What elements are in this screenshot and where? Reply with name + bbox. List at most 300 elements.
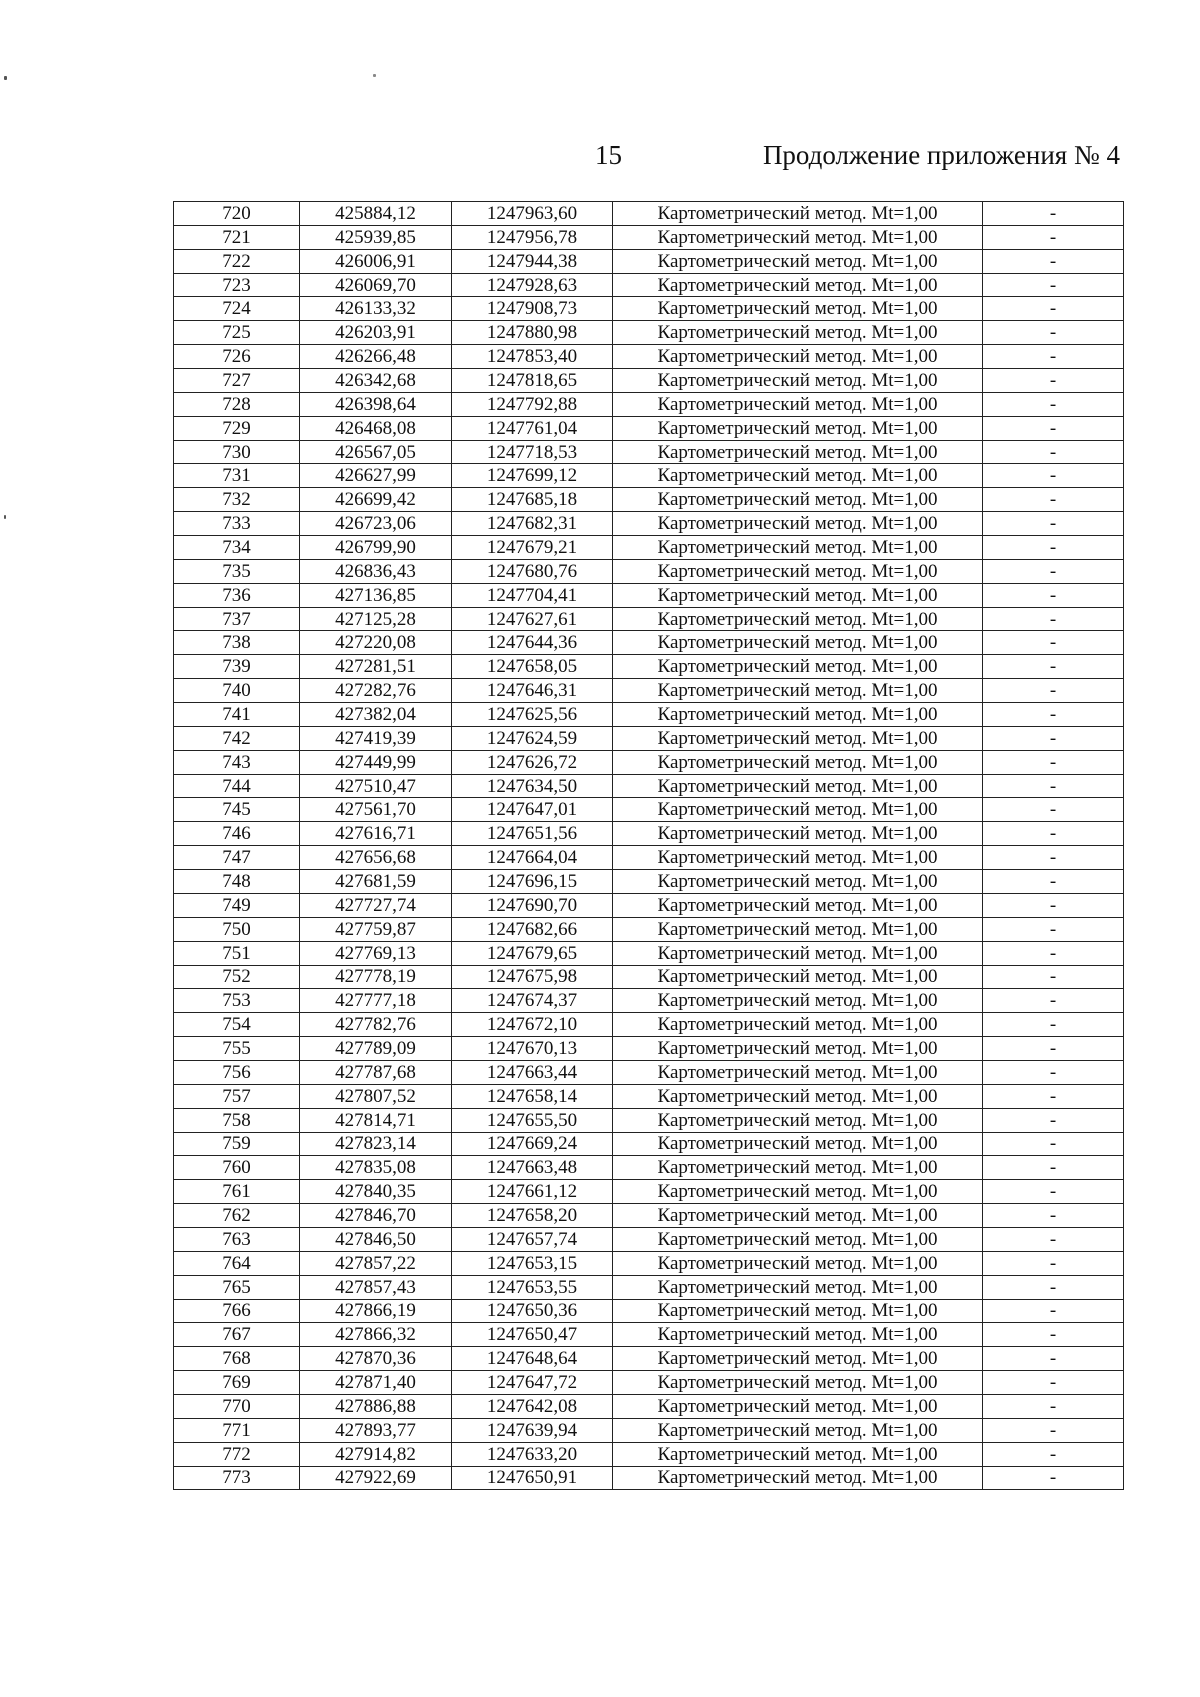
x-coordinate-cell: 427777,18 — [300, 989, 452, 1013]
point-number-cell: 738 — [174, 631, 300, 655]
x-coordinate-cell: 426468,08 — [300, 416, 452, 440]
y-coordinate-cell: 1247956,78 — [452, 225, 613, 249]
note-cell: - — [983, 1394, 1124, 1418]
x-coordinate-cell: 427136,85 — [300, 583, 452, 607]
point-number-cell: 736 — [174, 583, 300, 607]
y-coordinate-cell: 1247672,10 — [452, 1013, 613, 1037]
y-coordinate-cell: 1247661,12 — [452, 1180, 613, 1204]
table-row — [174, 1466, 1124, 1490]
note-cell: - — [983, 1299, 1124, 1323]
method-cell: Картометрический метод. Mt=1,00 — [613, 607, 983, 631]
point-number-cell: 748 — [174, 870, 300, 894]
method-cell: Картометрический метод. Mt=1,00 — [613, 488, 983, 512]
point-number-cell: 737 — [174, 607, 300, 631]
note-cell: - — [983, 798, 1124, 822]
table-row — [174, 893, 1124, 917]
method-cell: Картометрический метод. Mt=1,00 — [613, 297, 983, 321]
note-cell: - — [983, 536, 1124, 560]
x-coordinate-cell: 426627,99 — [300, 464, 452, 488]
x-coordinate-cell: 427782,76 — [300, 1013, 452, 1037]
note-cell: - — [983, 822, 1124, 846]
method-cell: Картометрический метод. Mt=1,00 — [613, 1060, 983, 1084]
table-row — [174, 631, 1124, 655]
point-number-cell: 763 — [174, 1227, 300, 1251]
x-coordinate-cell: 427814,71 — [300, 1108, 452, 1132]
x-coordinate-cell: 426006,91 — [300, 249, 452, 273]
x-coordinate-cell: 427382,04 — [300, 703, 452, 727]
table-row — [174, 536, 1124, 560]
point-number-cell: 743 — [174, 750, 300, 774]
x-coordinate-cell: 425939,85 — [300, 225, 452, 249]
x-coordinate-cell: 427561,70 — [300, 798, 452, 822]
x-coordinate-cell: 427778,19 — [300, 965, 452, 989]
table-row — [174, 1347, 1124, 1371]
x-coordinate-cell: 427616,71 — [300, 822, 452, 846]
y-coordinate-cell: 1247670,13 — [452, 1037, 613, 1061]
scan-speck — [4, 515, 6, 519]
point-number-cell: 745 — [174, 798, 300, 822]
y-coordinate-cell: 1247651,56 — [452, 822, 613, 846]
method-cell: Картометрический метод. Mt=1,00 — [613, 1204, 983, 1228]
y-coordinate-cell: 1247650,36 — [452, 1299, 613, 1323]
y-coordinate-cell: 1247626,72 — [452, 750, 613, 774]
y-coordinate-cell: 1247718,53 — [452, 440, 613, 464]
y-coordinate-cell: 1247699,12 — [452, 464, 613, 488]
y-coordinate-cell: 1247761,04 — [452, 416, 613, 440]
x-coordinate-cell: 427759,87 — [300, 917, 452, 941]
x-coordinate-cell: 427807,52 — [300, 1084, 452, 1108]
table-row — [174, 1060, 1124, 1084]
y-coordinate-cell: 1247818,65 — [452, 369, 613, 393]
point-number-cell: 739 — [174, 655, 300, 679]
point-number-cell: 770 — [174, 1394, 300, 1418]
note-cell: - — [983, 1204, 1124, 1228]
table-row — [174, 1227, 1124, 1251]
point-number-cell: 721 — [174, 225, 300, 249]
x-coordinate-cell: 427846,70 — [300, 1204, 452, 1228]
x-coordinate-cell: 426699,42 — [300, 488, 452, 512]
note-cell: - — [983, 440, 1124, 464]
table-row — [174, 1299, 1124, 1323]
x-coordinate-cell: 426133,32 — [300, 297, 452, 321]
point-number-cell: 720 — [174, 202, 300, 226]
table-row — [174, 273, 1124, 297]
table-row — [174, 512, 1124, 536]
x-coordinate-cell: 427823,14 — [300, 1132, 452, 1156]
note-cell: - — [983, 273, 1124, 297]
point-number-cell: 730 — [174, 440, 300, 464]
note-cell: - — [983, 1227, 1124, 1251]
method-cell: Картометрический метод. Mt=1,00 — [613, 1347, 983, 1371]
note-cell: - — [983, 202, 1124, 226]
note-cell: - — [983, 846, 1124, 870]
method-cell: Картометрический метод. Mt=1,00 — [613, 369, 983, 393]
point-number-cell: 769 — [174, 1371, 300, 1395]
coordinates-table-body — [174, 202, 1124, 1490]
point-number-cell: 729 — [174, 416, 300, 440]
y-coordinate-cell: 1247963,60 — [452, 202, 613, 226]
method-cell: Картометрический метод. Mt=1,00 — [613, 989, 983, 1013]
y-coordinate-cell: 1247685,18 — [452, 488, 613, 512]
x-coordinate-cell: 427893,77 — [300, 1418, 452, 1442]
x-coordinate-cell: 426398,64 — [300, 392, 452, 416]
method-cell: Картометрический метод. Mt=1,00 — [613, 1466, 983, 1490]
scan-speck — [4, 76, 7, 80]
table-row — [174, 1323, 1124, 1347]
table-row — [174, 798, 1124, 822]
note-cell: - — [983, 559, 1124, 583]
x-coordinate-cell: 426836,43 — [300, 559, 452, 583]
table-row — [174, 1156, 1124, 1180]
y-coordinate-cell: 1247696,15 — [452, 870, 613, 894]
y-coordinate-cell: 1247657,74 — [452, 1227, 613, 1251]
note-cell: - — [983, 249, 1124, 273]
x-coordinate-cell: 427789,09 — [300, 1037, 452, 1061]
method-cell: Картометрический метод. Mt=1,00 — [613, 1323, 983, 1347]
note-cell: - — [983, 321, 1124, 345]
y-coordinate-cell: 1247642,08 — [452, 1394, 613, 1418]
x-coordinate-cell: 425884,12 — [300, 202, 452, 226]
point-number-cell: 761 — [174, 1180, 300, 1204]
x-coordinate-cell: 427866,19 — [300, 1299, 452, 1323]
coordinates-table — [173, 201, 1124, 1490]
page-caption: Продолжение приложения № 4 — [762, 140, 1120, 170]
note-cell: - — [983, 1037, 1124, 1061]
table-row — [174, 1108, 1124, 1132]
method-cell: Картометрический метод. Mt=1,00 — [613, 392, 983, 416]
x-coordinate-cell: 427840,35 — [300, 1180, 452, 1204]
y-coordinate-cell: 1247669,24 — [452, 1132, 613, 1156]
y-coordinate-cell: 1247653,15 — [452, 1251, 613, 1275]
point-number-cell: 765 — [174, 1275, 300, 1299]
method-cell: Картометрический метод. Mt=1,00 — [613, 1180, 983, 1204]
x-coordinate-cell: 427914,82 — [300, 1442, 452, 1466]
point-number-cell: 759 — [174, 1132, 300, 1156]
y-coordinate-cell: 1247853,40 — [452, 345, 613, 369]
point-number-cell: 768 — [174, 1347, 300, 1371]
method-cell: Картометрический метод. Mt=1,00 — [613, 1418, 983, 1442]
x-coordinate-cell: 427220,08 — [300, 631, 452, 655]
note-cell: - — [983, 464, 1124, 488]
note-cell: - — [983, 726, 1124, 750]
method-cell: Картометрический метод. Mt=1,00 — [613, 512, 983, 536]
point-number-cell: 734 — [174, 536, 300, 560]
x-coordinate-cell: 427727,74 — [300, 893, 452, 917]
y-coordinate-cell: 1247633,20 — [452, 1442, 613, 1466]
point-number-cell: 751 — [174, 941, 300, 965]
point-number-cell: 772 — [174, 1442, 300, 1466]
x-coordinate-cell: 427870,36 — [300, 1347, 452, 1371]
table-row — [174, 297, 1124, 321]
scan-speck — [373, 74, 376, 77]
x-coordinate-cell: 427125,28 — [300, 607, 452, 631]
x-coordinate-cell: 427787,68 — [300, 1060, 452, 1084]
method-cell: Картометрический метод. Mt=1,00 — [613, 1013, 983, 1037]
y-coordinate-cell: 1247646,31 — [452, 679, 613, 703]
note-cell: - — [983, 607, 1124, 631]
method-cell: Картометрический метод. Mt=1,00 — [613, 703, 983, 727]
y-coordinate-cell: 1247644,36 — [452, 631, 613, 655]
y-coordinate-cell: 1247704,41 — [452, 583, 613, 607]
point-number-cell: 731 — [174, 464, 300, 488]
note-cell: - — [983, 1156, 1124, 1180]
x-coordinate-cell: 427866,32 — [300, 1323, 452, 1347]
table-row — [174, 1275, 1124, 1299]
note-cell: - — [983, 1132, 1124, 1156]
table-row — [174, 1013, 1124, 1037]
note-cell: - — [983, 1084, 1124, 1108]
note-cell: - — [983, 225, 1124, 249]
method-cell: Картометрический метод. Mt=1,00 — [613, 1037, 983, 1061]
table-row — [174, 440, 1124, 464]
method-cell: Картометрический метод. Mt=1,00 — [613, 1275, 983, 1299]
point-number-cell: 749 — [174, 893, 300, 917]
y-coordinate-cell: 1247647,01 — [452, 798, 613, 822]
method-cell: Картометрический метод. Mt=1,00 — [613, 345, 983, 369]
point-number-cell: 755 — [174, 1037, 300, 1061]
note-cell: - — [983, 1251, 1124, 1275]
method-cell: Картометрический метод. Mt=1,00 — [613, 1371, 983, 1395]
method-cell: Картометрический метод. Mt=1,00 — [613, 726, 983, 750]
point-number-cell: 741 — [174, 703, 300, 727]
y-coordinate-cell: 1247690,70 — [452, 893, 613, 917]
point-number-cell: 747 — [174, 846, 300, 870]
note-cell: - — [983, 965, 1124, 989]
method-cell: Картометрический метод. Mt=1,00 — [613, 1227, 983, 1251]
table-row — [174, 703, 1124, 727]
note-cell: - — [983, 1108, 1124, 1132]
method-cell: Картометрический метод. Mt=1,00 — [613, 440, 983, 464]
point-number-cell: 732 — [174, 488, 300, 512]
point-number-cell: 725 — [174, 321, 300, 345]
x-coordinate-cell: 426723,06 — [300, 512, 452, 536]
point-number-cell: 727 — [174, 369, 300, 393]
table-row — [174, 1084, 1124, 1108]
table-row — [174, 607, 1124, 631]
x-coordinate-cell: 427835,08 — [300, 1156, 452, 1180]
point-number-cell: 724 — [174, 297, 300, 321]
note-cell: - — [983, 345, 1124, 369]
method-cell: Картометрический метод. Mt=1,00 — [613, 655, 983, 679]
table-row — [174, 559, 1124, 583]
method-cell: Картометрический метод. Mt=1,00 — [613, 416, 983, 440]
table-row — [174, 1037, 1124, 1061]
note-cell: - — [983, 416, 1124, 440]
point-number-cell: 735 — [174, 559, 300, 583]
y-coordinate-cell: 1247675,98 — [452, 965, 613, 989]
method-cell: Картометрический метод. Mt=1,00 — [613, 249, 983, 273]
y-coordinate-cell: 1247908,73 — [452, 297, 613, 321]
y-coordinate-cell: 1247664,04 — [452, 846, 613, 870]
x-coordinate-cell: 427846,50 — [300, 1227, 452, 1251]
table-row — [174, 941, 1124, 965]
y-coordinate-cell: 1247663,48 — [452, 1156, 613, 1180]
table-row — [174, 202, 1124, 226]
method-cell: Картометрический метод. Mt=1,00 — [613, 464, 983, 488]
note-cell: - — [983, 1060, 1124, 1084]
table-row — [174, 1418, 1124, 1442]
x-coordinate-cell: 427857,43 — [300, 1275, 452, 1299]
y-coordinate-cell: 1247650,91 — [452, 1466, 613, 1490]
table-row — [174, 1132, 1124, 1156]
x-coordinate-cell: 426567,05 — [300, 440, 452, 464]
point-number-cell: 766 — [174, 1299, 300, 1323]
method-cell: Картометрический метод. Mt=1,00 — [613, 917, 983, 941]
table-row — [174, 655, 1124, 679]
method-cell: Картометрический метод. Mt=1,00 — [613, 750, 983, 774]
table-row — [174, 392, 1124, 416]
note-cell: - — [983, 583, 1124, 607]
table-row — [174, 1442, 1124, 1466]
y-coordinate-cell: 1247944,38 — [452, 249, 613, 273]
x-coordinate-cell: 427281,51 — [300, 655, 452, 679]
y-coordinate-cell: 1247880,98 — [452, 321, 613, 345]
point-number-cell: 771 — [174, 1418, 300, 1442]
note-cell: - — [983, 392, 1124, 416]
note-cell: - — [983, 369, 1124, 393]
table-row — [174, 989, 1124, 1013]
note-cell: - — [983, 870, 1124, 894]
point-number-cell: 762 — [174, 1204, 300, 1228]
method-cell: Картометрический метод. Mt=1,00 — [613, 893, 983, 917]
note-cell: - — [983, 1013, 1124, 1037]
x-coordinate-cell: 426069,70 — [300, 273, 452, 297]
note-cell: - — [983, 917, 1124, 941]
method-cell: Картометрический метод. Mt=1,00 — [613, 1132, 983, 1156]
y-coordinate-cell: 1247624,59 — [452, 726, 613, 750]
method-cell: Картометрический метод. Mt=1,00 — [613, 225, 983, 249]
table-row — [174, 750, 1124, 774]
y-coordinate-cell: 1247658,20 — [452, 1204, 613, 1228]
y-coordinate-cell: 1247680,76 — [452, 559, 613, 583]
x-coordinate-cell: 426203,91 — [300, 321, 452, 345]
x-coordinate-cell: 427656,68 — [300, 846, 452, 870]
note-cell: - — [983, 1371, 1124, 1395]
method-cell: Картометрический метод. Mt=1,00 — [613, 941, 983, 965]
method-cell: Картометрический метод. Mt=1,00 — [613, 822, 983, 846]
point-number-cell: 722 — [174, 249, 300, 273]
point-number-cell: 767 — [174, 1323, 300, 1347]
method-cell: Картометрический метод. Mt=1,00 — [613, 1108, 983, 1132]
method-cell: Картометрический метод. Mt=1,00 — [613, 321, 983, 345]
note-cell: - — [983, 1180, 1124, 1204]
note-cell: - — [983, 488, 1124, 512]
method-cell: Картометрический метод. Mt=1,00 — [613, 965, 983, 989]
table-row — [174, 822, 1124, 846]
point-number-cell: 757 — [174, 1084, 300, 1108]
table-row — [174, 774, 1124, 798]
x-coordinate-cell: 426799,90 — [300, 536, 452, 560]
y-coordinate-cell: 1247655,50 — [452, 1108, 613, 1132]
point-number-cell: 760 — [174, 1156, 300, 1180]
point-number-cell: 753 — [174, 989, 300, 1013]
y-coordinate-cell: 1247653,55 — [452, 1275, 613, 1299]
method-cell: Картометрический метод. Mt=1,00 — [613, 559, 983, 583]
x-coordinate-cell: 427886,88 — [300, 1394, 452, 1418]
x-coordinate-cell: 427282,76 — [300, 679, 452, 703]
table-row — [174, 321, 1124, 345]
method-cell: Картометрический метод. Mt=1,00 — [613, 1299, 983, 1323]
note-cell: - — [983, 1347, 1124, 1371]
y-coordinate-cell: 1247679,65 — [452, 941, 613, 965]
x-coordinate-cell: 426266,48 — [300, 345, 452, 369]
table-row — [174, 488, 1124, 512]
method-cell: Картометрический метод. Mt=1,00 — [613, 846, 983, 870]
method-cell: Картометрический метод. Mt=1,00 — [613, 273, 983, 297]
table-row — [174, 917, 1124, 941]
method-cell: Картометрический метод. Mt=1,00 — [613, 679, 983, 703]
point-number-cell: 758 — [174, 1108, 300, 1132]
method-cell: Картометрический метод. Mt=1,00 — [613, 1251, 983, 1275]
note-cell: - — [983, 774, 1124, 798]
x-coordinate-cell: 427510,47 — [300, 774, 452, 798]
method-cell: Картометрический метод. Mt=1,00 — [613, 1442, 983, 1466]
note-cell: - — [983, 989, 1124, 1013]
table-row — [174, 225, 1124, 249]
table-row — [174, 1251, 1124, 1275]
note-cell: - — [983, 893, 1124, 917]
point-number-cell: 726 — [174, 345, 300, 369]
point-number-cell: 723 — [174, 273, 300, 297]
y-coordinate-cell: 1247682,66 — [452, 917, 613, 941]
point-number-cell: 764 — [174, 1251, 300, 1275]
table-row — [174, 1180, 1124, 1204]
note-cell: - — [983, 750, 1124, 774]
method-cell: Картометрический метод. Mt=1,00 — [613, 583, 983, 607]
point-number-cell: 750 — [174, 917, 300, 941]
x-coordinate-cell: 427769,13 — [300, 941, 452, 965]
method-cell: Картометрический метод. Mt=1,00 — [613, 1156, 983, 1180]
method-cell: Картометрический метод. Mt=1,00 — [613, 1394, 983, 1418]
x-coordinate-cell: 427419,39 — [300, 726, 452, 750]
note-cell: - — [983, 1418, 1124, 1442]
point-number-cell: 752 — [174, 965, 300, 989]
table-row — [174, 416, 1124, 440]
page-number: 15 — [595, 140, 622, 170]
table-row — [174, 1371, 1124, 1395]
point-number-cell: 742 — [174, 726, 300, 750]
x-coordinate-cell: 427449,99 — [300, 750, 452, 774]
note-cell: - — [983, 297, 1124, 321]
y-coordinate-cell: 1247648,64 — [452, 1347, 613, 1371]
y-coordinate-cell: 1247625,56 — [452, 703, 613, 727]
point-number-cell: 733 — [174, 512, 300, 536]
table-row — [174, 965, 1124, 989]
note-cell: - — [983, 655, 1124, 679]
method-cell: Картометрический метод. Mt=1,00 — [613, 202, 983, 226]
note-cell: - — [983, 1275, 1124, 1299]
note-cell: - — [983, 1323, 1124, 1347]
note-cell: - — [983, 1442, 1124, 1466]
y-coordinate-cell: 1247658,14 — [452, 1084, 613, 1108]
x-coordinate-cell: 427681,59 — [300, 870, 452, 894]
table-row — [174, 249, 1124, 273]
x-coordinate-cell: 426342,68 — [300, 369, 452, 393]
table-row — [174, 726, 1124, 750]
table-row — [174, 345, 1124, 369]
y-coordinate-cell: 1247663,44 — [452, 1060, 613, 1084]
method-cell: Картометрический метод. Mt=1,00 — [613, 631, 983, 655]
note-cell: - — [983, 703, 1124, 727]
y-coordinate-cell: 1247792,88 — [452, 392, 613, 416]
point-number-cell: 744 — [174, 774, 300, 798]
note-cell: - — [983, 512, 1124, 536]
table-row — [174, 369, 1124, 393]
x-coordinate-cell: 427871,40 — [300, 1371, 452, 1395]
note-cell: - — [983, 631, 1124, 655]
note-cell: - — [983, 679, 1124, 703]
method-cell: Картометрический метод. Mt=1,00 — [613, 536, 983, 560]
